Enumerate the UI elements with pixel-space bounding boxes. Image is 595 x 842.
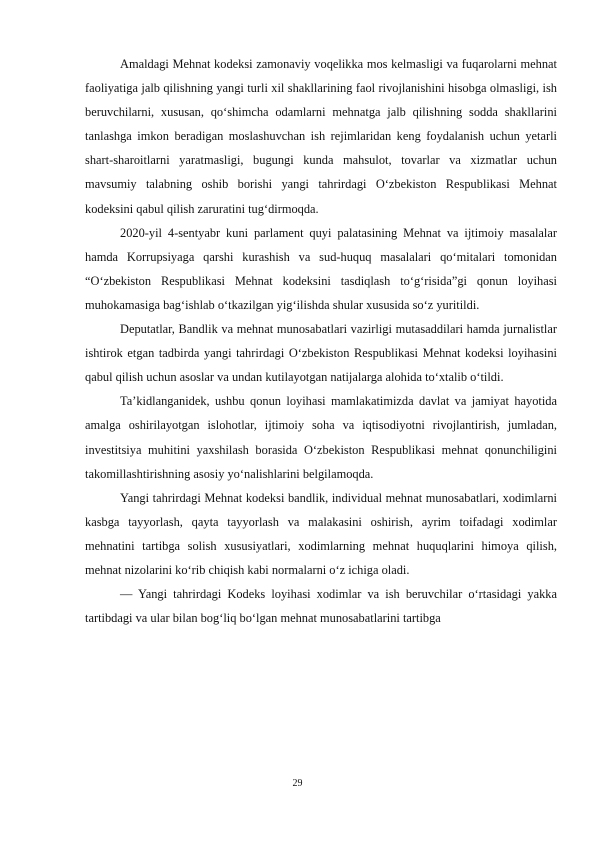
paragraph-6: — Yangi tahrirdagi Kodeks loyihasi xodimlar va ish beruvchilar o‘rtasidagi yakka tartibdagi va ular bilan bog‘liq bo‘lgan mehnat munosabatlarini tartibga [85, 587, 557, 626]
paragraph-4: Ta’kidlanganidek, ushbu qonun loyihasi mamlakatimizda davlat va jamiyat hayotida amalga oshirilayotgan islohotlar, ijtimoiy soha va iqtisodiyotni rivojlantirish, jumladan, investitsiya muhitini yaxshilash borasida O‘zbekiston Respublikasi mehnat qonunchiligini takomillashtirishning asosiy yo‘nalishlarini belgilamoqda. [85, 394, 557, 481]
page-number: 29 [292, 778, 303, 789]
body-text [85, 52, 557, 630]
paragraph-5: Yangi tahrirdagi Mehnat kodeksi bandlik, individual mehnat munosabatlari, xodimlarni kasbga tayyorlash, qayta tayyorlash va malakasini oshirish, ayrim toifadagi xodimlar mehnatini tartibga solish xususiyatlari, xodimlarning mehnat huquqlarini himoya qilish, mehnat nizolarini ko‘rib chiqish kabi normalarni o‘z ichiga oladi. [85, 490, 557, 577]
paragraph-3: Deputatlar, Bandlik va mehnat munosabatlari vazirligi mutasaddilari hamda jurnalistlar ishtirok etgan tadbirda yangi tahrirdagi O‘zbekiston Respublikasi Mehnat kodeksi loyihasini qabul qilish uchun asoslar va undan kutilayotgan natijalarga alohida to‘xtalib o‘tildi. [85, 322, 557, 385]
paragraph-2: 2020-yil 4-sentyabr kuni parlament quyi palatasining Mehnat va ijtimoiy masalalar hamda Korrupsiyaga qarshi kurashish va sud-huquq masalalari qo‘mitalari tomonidan “O‘zbekiston Respublikasi Mehnat kodeksini tasdiqlash to‘g‘risida”gi qonun loyihasi muhokamasiga bag‘ishlab o‘tkazilgan yig‘ilishda shular xususida so‘z yuritildi. [85, 225, 557, 312]
paragraph-1: Amaldagi Mehnat kodeksi zamonaviy voqelikka mos kelmasligi va fuqarolarni mehnat faoliyatiga jalb qilishning yangi turli xil shakllarining faol rivojlanishini hisobga olmasligi, ish beruvchilarni, xususan, qo‘shimcha odamlarni mehnatga jalb qilishning sodda shakllarini tanlashga imkon beradigan moslashuvchan ish rejimlaridan keng foydalanish uchun yetarli shart-sharoitlarni yaratmasligi, bugungi kunda mahsulot, tovarlar va xizmatlar uchun mavsumiy talabning oshib borishi yangi tahrirdagi O‘zbekiston Respublikasi Mehnat kodeksini qabul qilish zaruratini tug‘dirmoqda. [85, 57, 557, 216]
